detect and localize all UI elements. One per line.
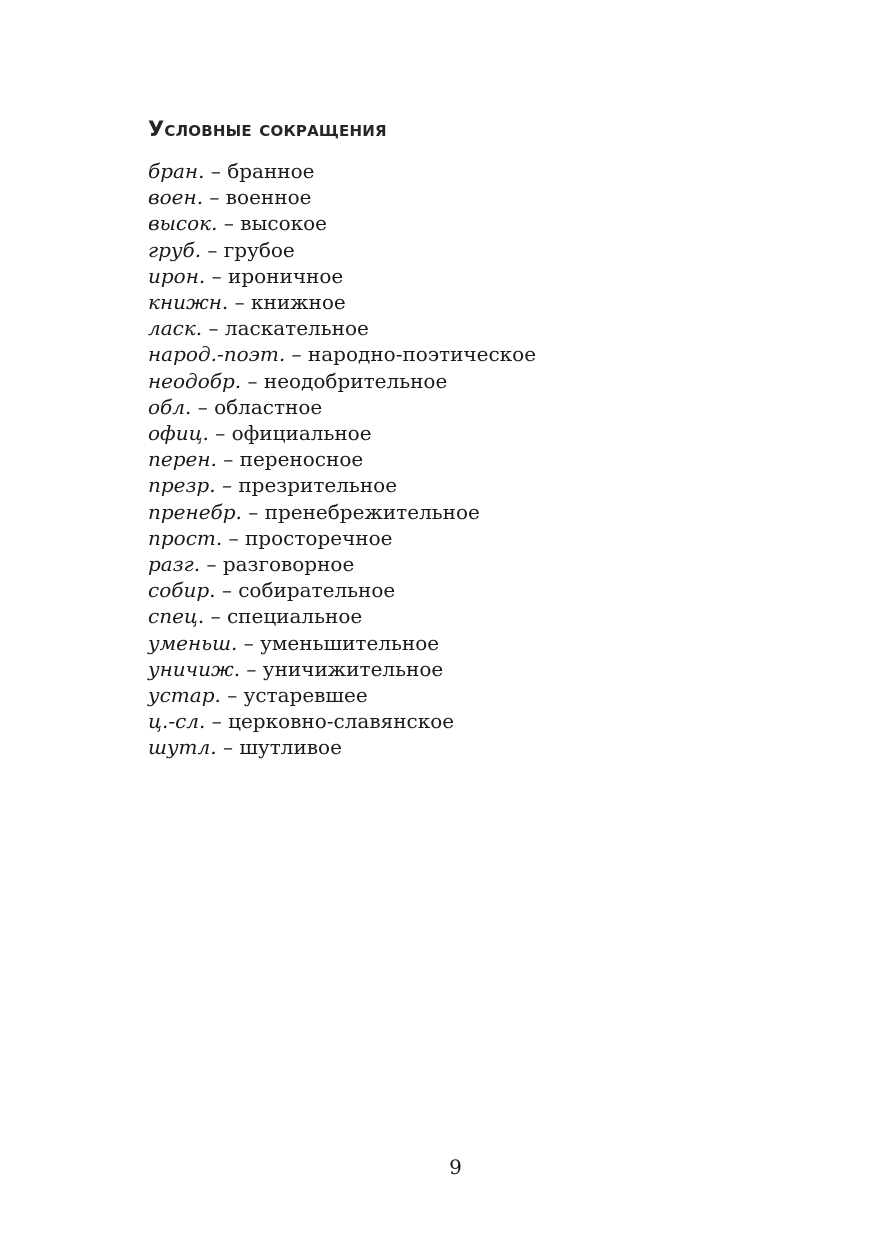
separator: – — [215, 473, 239, 498]
separator: – — [228, 290, 251, 315]
meaning: разговорное — [222, 552, 355, 577]
list-item — [148, 734, 536, 760]
meaning: областное — [214, 394, 323, 419]
abbreviation: обл. — [148, 394, 192, 419]
separator: – — [203, 185, 226, 210]
meaning: церковно-славянское — [228, 709, 455, 734]
list-item — [148, 682, 536, 708]
separator: – — [208, 421, 232, 446]
meaning: пренебрежительное — [264, 499, 480, 524]
abbreviation: ц.-сл. — [148, 709, 206, 734]
separator: – — [216, 735, 240, 760]
abbreviation: офиц. — [148, 421, 209, 446]
abbreviation: уничиж. — [148, 656, 241, 681]
separator: – — [220, 683, 244, 708]
list-item — [148, 184, 536, 210]
separator: – — [205, 263, 228, 288]
abbreviation: высок. — [148, 211, 218, 236]
separator: – — [202, 316, 225, 341]
abbreviation: ласк. — [148, 316, 203, 341]
separator: – — [240, 656, 263, 681]
separator: – — [237, 630, 261, 655]
abbreviation: бран. — [148, 159, 205, 183]
meaning: просторечное — [244, 525, 393, 550]
meaning: устаревшее — [243, 683, 368, 708]
list-item — [148, 446, 536, 472]
meaning: презрительное — [238, 473, 398, 498]
abbreviation-list — [148, 158, 536, 761]
abbreviation: шутл. — [148, 735, 217, 760]
separator: – — [205, 709, 229, 734]
meaning: ироничное — [227, 263, 344, 288]
abbreviation: устар. — [148, 683, 221, 708]
abbreviation: пренебр. — [148, 499, 242, 524]
page-number: 9 — [449, 1155, 462, 1179]
list-item — [148, 289, 536, 315]
list-item — [148, 656, 536, 682]
list-item — [148, 630, 536, 656]
separator: – — [204, 159, 228, 183]
abbreviation: спец. — [148, 604, 205, 629]
list-item — [148, 315, 536, 341]
meaning: грубое — [223, 237, 295, 262]
abbreviation: неодобр. — [148, 368, 242, 393]
meaning: бранное — [227, 159, 315, 183]
abbreviation: народ.-поэт. — [148, 342, 286, 367]
meaning: переносное — [239, 447, 364, 472]
abbreviation: разг. — [148, 552, 201, 577]
meaning: ласкательное — [224, 316, 369, 341]
separator: – — [241, 368, 264, 393]
meaning: уменьшительное — [260, 630, 440, 655]
abbreviation: уменьш. — [148, 630, 238, 655]
abbreviation: воен. — [148, 185, 204, 210]
separator: – — [222, 525, 245, 550]
list-item — [148, 603, 536, 629]
list-item — [148, 237, 536, 263]
list-item — [148, 551, 536, 577]
list-item — [148, 263, 536, 289]
list-item — [148, 472, 536, 498]
meaning: уничижительное — [262, 656, 444, 681]
list-item — [148, 158, 536, 184]
meaning: собирательное — [238, 578, 396, 603]
meaning: официальное — [231, 421, 372, 446]
section-heading: Условные сокращения — [148, 117, 387, 141]
separator: – — [204, 604, 227, 629]
separator: – — [241, 499, 265, 524]
abbreviation: презр. — [148, 473, 216, 498]
list-item — [148, 420, 536, 446]
abbreviation: собир. — [148, 578, 216, 603]
separator: – — [200, 552, 223, 577]
meaning: шутливое — [239, 735, 342, 760]
list-item — [148, 210, 536, 236]
list-item — [148, 394, 536, 420]
list-item — [148, 368, 536, 394]
list-item — [148, 708, 536, 734]
abbreviation: перен. — [148, 447, 217, 472]
list-item — [148, 341, 536, 367]
separator: – — [215, 578, 239, 603]
list-item — [148, 577, 536, 603]
abbreviation: ирон. — [148, 263, 206, 288]
separator: – — [285, 342, 308, 367]
list-item — [148, 499, 536, 525]
separator: – — [216, 447, 240, 472]
list-item — [148, 525, 536, 551]
separator: – — [201, 237, 224, 262]
meaning: специальное — [226, 604, 363, 629]
abbreviation: книжн. — [148, 290, 229, 315]
meaning: книжное — [250, 290, 346, 315]
meaning: военное — [225, 185, 312, 210]
meaning: неодобрительное — [263, 368, 448, 393]
abbreviation: груб. — [148, 237, 202, 262]
meaning: народно-поэтическое — [307, 342, 537, 367]
abbreviation: прост. — [148, 525, 223, 550]
meaning: высокое — [240, 211, 327, 236]
separator: – — [191, 394, 215, 419]
separator: – — [217, 211, 241, 236]
